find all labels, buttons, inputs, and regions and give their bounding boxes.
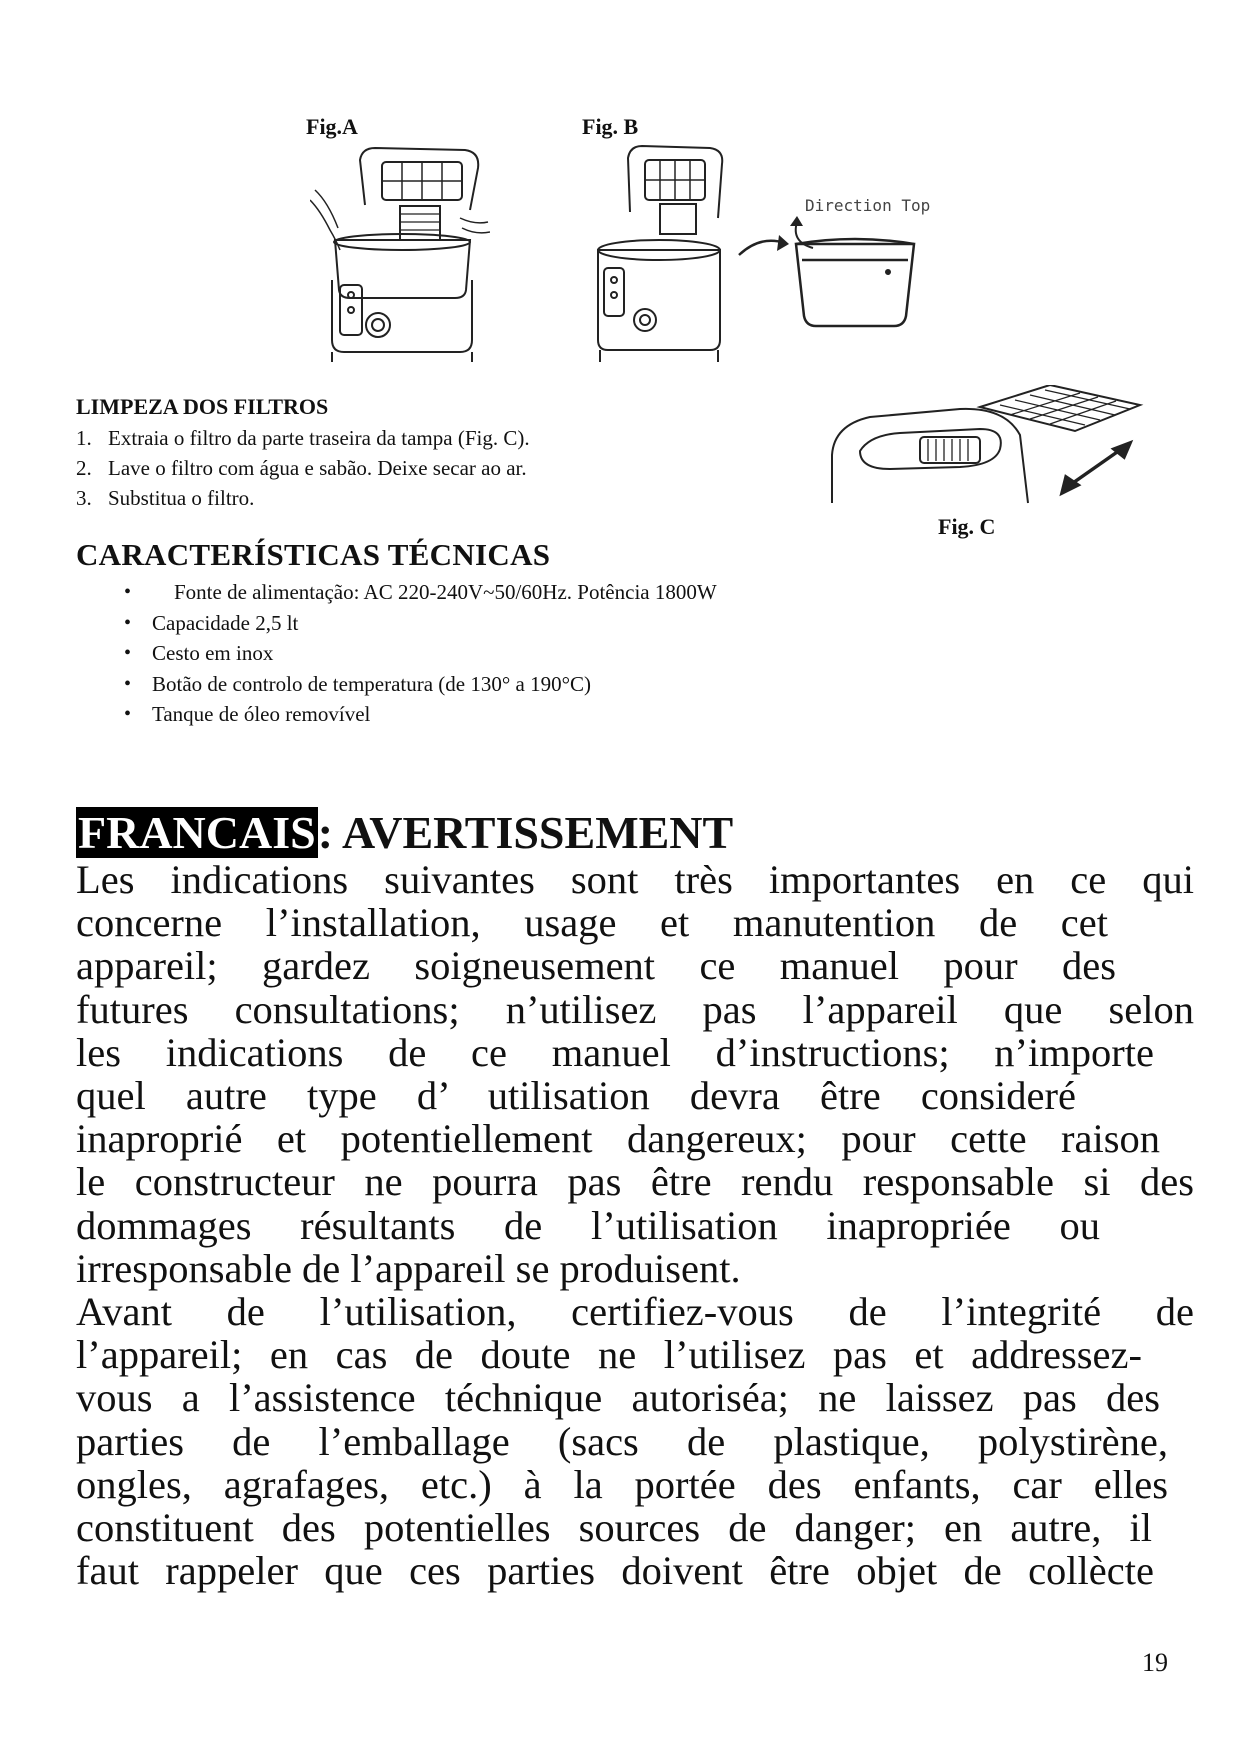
technical-list bbox=[118, 577, 878, 730]
text-line: constituent des potentielles sources de danger; en autre, il bbox=[76, 1505, 1152, 1551]
text-line: parties de l’emballage (sacs de plastique, polystirène, bbox=[76, 1418, 1168, 1464]
text-line: inaproprié et potentiellement dangereux; pour cette raison bbox=[76, 1116, 1160, 1162]
text-line: les indications de ce manuel d’instructions; n’importe bbox=[76, 1029, 1154, 1075]
fig-b-label: Fig. B bbox=[582, 114, 639, 139]
text-line: faut rappeler que ces parties doivent être objet de collècte bbox=[76, 1548, 1154, 1594]
fig-b-fryer-illustration bbox=[590, 140, 730, 365]
text-line: le constructeur ne pourra pas être rendu responsable si des bbox=[76, 1159, 1194, 1205]
text-line: ongles, agrafages, etc.) à la portée des enfants, car elles bbox=[76, 1461, 1168, 1507]
oil-tank-illustration bbox=[790, 232, 920, 332]
list-item: • Fonte de alimentação: AC 220-240V~50/60Hz. Potência 1800W bbox=[118, 577, 878, 608]
french-title-highlight: FRANCAIS bbox=[78, 807, 316, 858]
text-line: appareil; gardez soigneusement ce manuel pour des bbox=[76, 943, 1116, 989]
fig-a-fryer-illustration bbox=[310, 140, 490, 365]
direction-top-label: Direction Top bbox=[805, 196, 931, 215]
text-line: concerne l’installation, usage et manutention de cet bbox=[76, 900, 1108, 946]
list-item: • Botão de controlo de temperatura (de 130° a 190°C) bbox=[118, 669, 878, 700]
text-line: futures consultations; n’utilisez pas l’appareil que selon bbox=[76, 986, 1194, 1032]
french-title-rest: : AVERTISSEMENT bbox=[317, 807, 734, 858]
fig-a-label: Fig.A bbox=[306, 114, 358, 139]
list-item: • Cesto em inox bbox=[118, 638, 878, 669]
french-title bbox=[76, 807, 733, 859]
list-item: 3. Substitua o filtro. bbox=[76, 486, 255, 510]
list-item: 2. Lave o filtro com água e sabão. Deixe secar ao ar. bbox=[76, 456, 527, 480]
french-warning-text bbox=[76, 858, 1194, 1592]
technical-title: CARACTERÍSTICAS TÉCNICAS bbox=[76, 537, 551, 572]
cleaning-title: LIMPEZA DOS FILTROS bbox=[76, 394, 329, 419]
text-line: Avant de l’utilisation, certifiez-vous de l’integrité de bbox=[76, 1289, 1194, 1335]
text-line: l’appareil; en cas de doute ne l’utilisez pas et addressez- bbox=[76, 1332, 1142, 1378]
text-line: vous a l’assistence téchnique autoriséa; ne laissez pas des bbox=[76, 1375, 1160, 1421]
text-line: dommages résultants de l’utilisation inapropriée ou bbox=[76, 1202, 1100, 1248]
text-line: Les indications suivantes sont très importantes en ce qui bbox=[76, 857, 1194, 902]
cleaning-steps-list bbox=[76, 423, 716, 513]
list-item: • Capacidade 2,5 lt bbox=[118, 608, 878, 639]
text-line: irresponsable de l’appareil se produisent. bbox=[76, 1245, 741, 1291]
text-line: quel autre type d’ utilisation devra être consideré bbox=[76, 1073, 1076, 1119]
list-item: 1. Extraia o filtro da parte traseira da tampa (Fig. C). bbox=[76, 426, 530, 450]
fig-c-filter-illustration bbox=[830, 385, 1150, 515]
page-number: 19 bbox=[1142, 1648, 1168, 1677]
list-item: • Tanque de óleo removível bbox=[118, 699, 878, 730]
fig-c-label: Fig. C bbox=[938, 514, 996, 539]
